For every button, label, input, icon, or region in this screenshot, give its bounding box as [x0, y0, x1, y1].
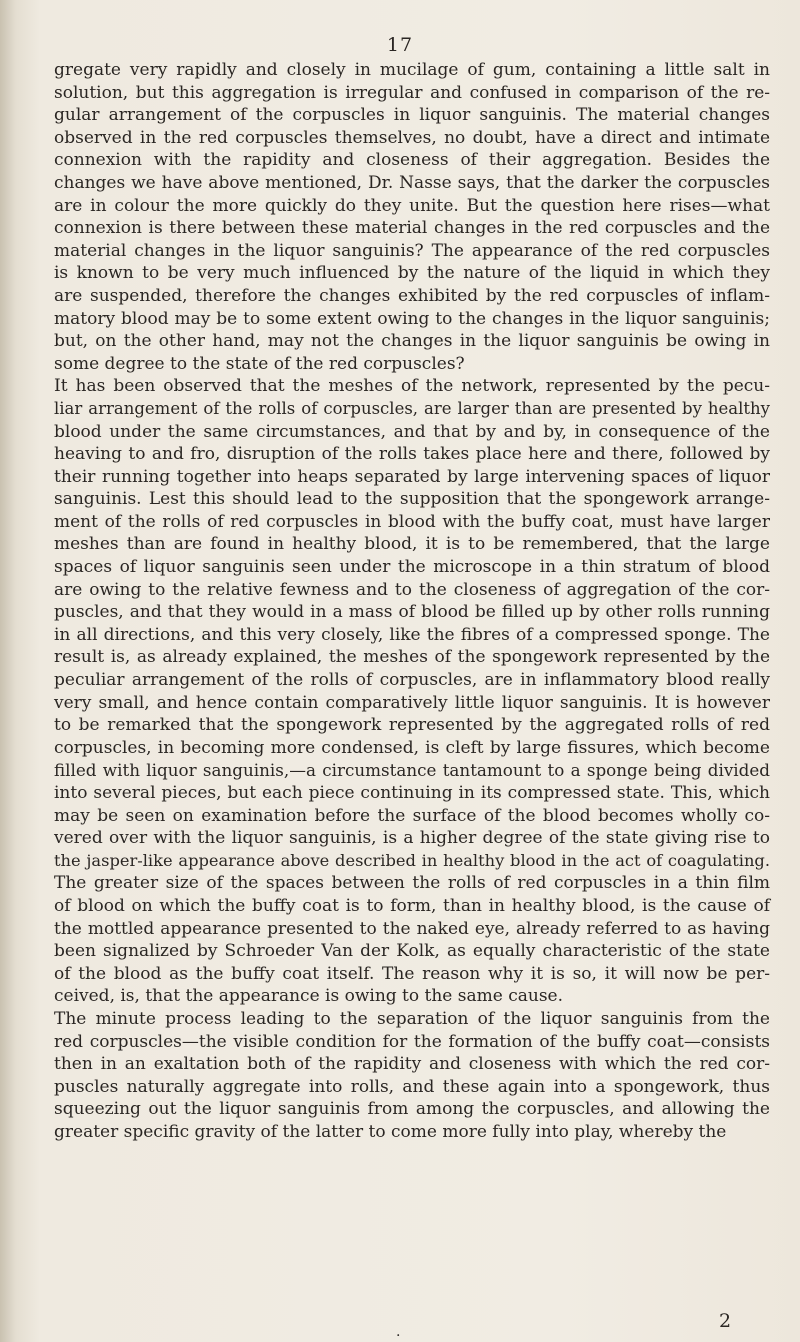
text-line: sanguinis. Lest this should lead to the supposition that the spongework arrange-: [54, 489, 770, 510]
text-line: heaving to and fro, disruption of the rolls takes place here and there, followed by: [54, 444, 770, 465]
text-line: into several pieces, but each piece continuing in its compressed state. This, which: [54, 783, 770, 803]
text-line: It has been observed that the meshes of the network, represented by the pecu-: [54, 376, 770, 397]
signature-dot: .: [396, 1324, 401, 1340]
text-line: result is, as already explained, the meshes of the spongework represented by the: [54, 647, 770, 668]
text-line: The minute process leading to the separation of the liquor sanguinis from the: [54, 1008, 770, 1029]
text-line: filled with liquor sanguinis,—a circumstance tantamount to a sponge being divided: [54, 760, 770, 781]
text-line: are suspended, therefore the changes exhibited by the red corpuscles of inflam-: [54, 285, 770, 306]
text-line: the mottled appearance presented to the naked eye, already referred to as having: [54, 918, 770, 939]
signature-number: 2: [719, 1310, 732, 1332]
text-line: of the blood as the buffy coat itself. The reason why it is so, it will now be per-: [54, 963, 770, 984]
text-line: but, on the other hand, may not the changes in the liquor sanguinis be owing in: [54, 331, 770, 352]
text-line: puscles naturally aggregate into rolls, and these again into a spongework, thus: [54, 1076, 770, 1097]
text-line: may be seen on examination before the surface of the blood becomes wholly co-: [54, 805, 770, 826]
text-line: in all directions, and this very closely, like the fibres of a compressed sponge. The: [54, 624, 770, 645]
text-line: blood under the same circumstances, and that by and by, in consequence of the: [54, 421, 770, 442]
text-line: ceived, is, that the appearance is owing to the same cause.: [54, 986, 564, 1007]
text-line: vered over with the liquor sanguinis, is a higher degree of the state giving rise to: [54, 828, 770, 849]
text-line: are in colour the more quickly do they unite. But the question here rises—what: [54, 195, 770, 216]
text-line: been signalized by Schroeder Van der Kolk, as equally characteristic of the state: [54, 941, 770, 962]
text-line: spaces of liquor sanguinis seen under the microscope in a thin stratum of blood: [54, 557, 770, 578]
text-line: meshes than are found in healthy blood, it is to be remembered, that the large: [54, 534, 770, 555]
text-line: gregate very rapidly and closely in mucilage of gum, containing a little salt in: [54, 60, 770, 80]
text-line: then in an exaltation both of the rapidity and closeness with which the red cor-: [54, 1054, 770, 1075]
text-line: ment of the rolls of red corpuscles in blood with the buffy coat, must have larger: [54, 511, 770, 532]
text-line: of blood on which the buffy coat is to form, than in healthy blood, is the cause of: [54, 895, 770, 916]
page-number: 17: [386, 34, 414, 56]
text-line: connexion is there between these material changes in the red corpuscles and the: [54, 218, 770, 239]
text-line: solution, but this aggregation is irregular and confused in comparison of the re-: [54, 82, 770, 103]
text-line: connexion with the rapidity and closeness of their aggregation. Besides the: [54, 150, 770, 171]
text-line: matory blood may be to some extent owing to the changes in the liquor sanguinis;: [54, 308, 770, 329]
body-text: [54, 59, 770, 1144]
text-line: the jasper-like appearance above described in healthy blood in the act of coagulating.: [54, 850, 770, 870]
text-line: puscles, and that they would in a mass of blood be filled up by other rolls running: [54, 602, 770, 623]
text-line: some degree to the state of the red corpuscles?: [54, 353, 465, 374]
text-line: observed in the red corpuscles themselves, no doubt, have a direct and intimate: [54, 127, 770, 148]
text-line: greater specific gravity of the latter to come more fully into play, whereby the: [54, 1121, 727, 1142]
text-line: very small, and hence contain comparatively little liquor sanguinis. It is however: [54, 692, 770, 713]
text-line: squeezing out the liquor sanguinis from among the corpuscles, and allowing the: [54, 1099, 770, 1120]
text-line: is known to be very much influenced by the nature of the liquid in which they: [54, 263, 770, 284]
text-line: material changes in the liquor sanguinis? The appearance of the red corpuscles: [54, 240, 770, 261]
text-line: peculiar arrangement of the rolls of corpuscles, are in inflammatory blood really: [54, 670, 770, 691]
text-line: red corpuscles—the visible condition for the formation of the buffy coat—consists: [54, 1031, 770, 1052]
text-line: liar arrangement of the rolls of corpuscles, are larger than are presented by healthy: [54, 398, 770, 418]
text-line: are owing to the relative fewness and to the closeness of aggregation of the cor-: [54, 579, 770, 600]
text-line: gular arrangement of the corpuscles in liquor sanguinis. The material changes: [54, 105, 770, 126]
text-line: corpuscles, in becoming more condensed, is cleft by large fissures, which become: [54, 737, 770, 758]
text-line: their running together into heaps separated by large intervening spaces of liquor: [54, 466, 770, 487]
text-line: to be remarked that the spongework represented by the aggregated rolls of red: [54, 715, 770, 736]
text-line: changes we have above mentioned, Dr. Nasse says, that the darker the corpuscles: [54, 172, 770, 193]
text-line: The greater size of the spaces between the rolls of red corpuscles in a thin film: [54, 873, 770, 894]
